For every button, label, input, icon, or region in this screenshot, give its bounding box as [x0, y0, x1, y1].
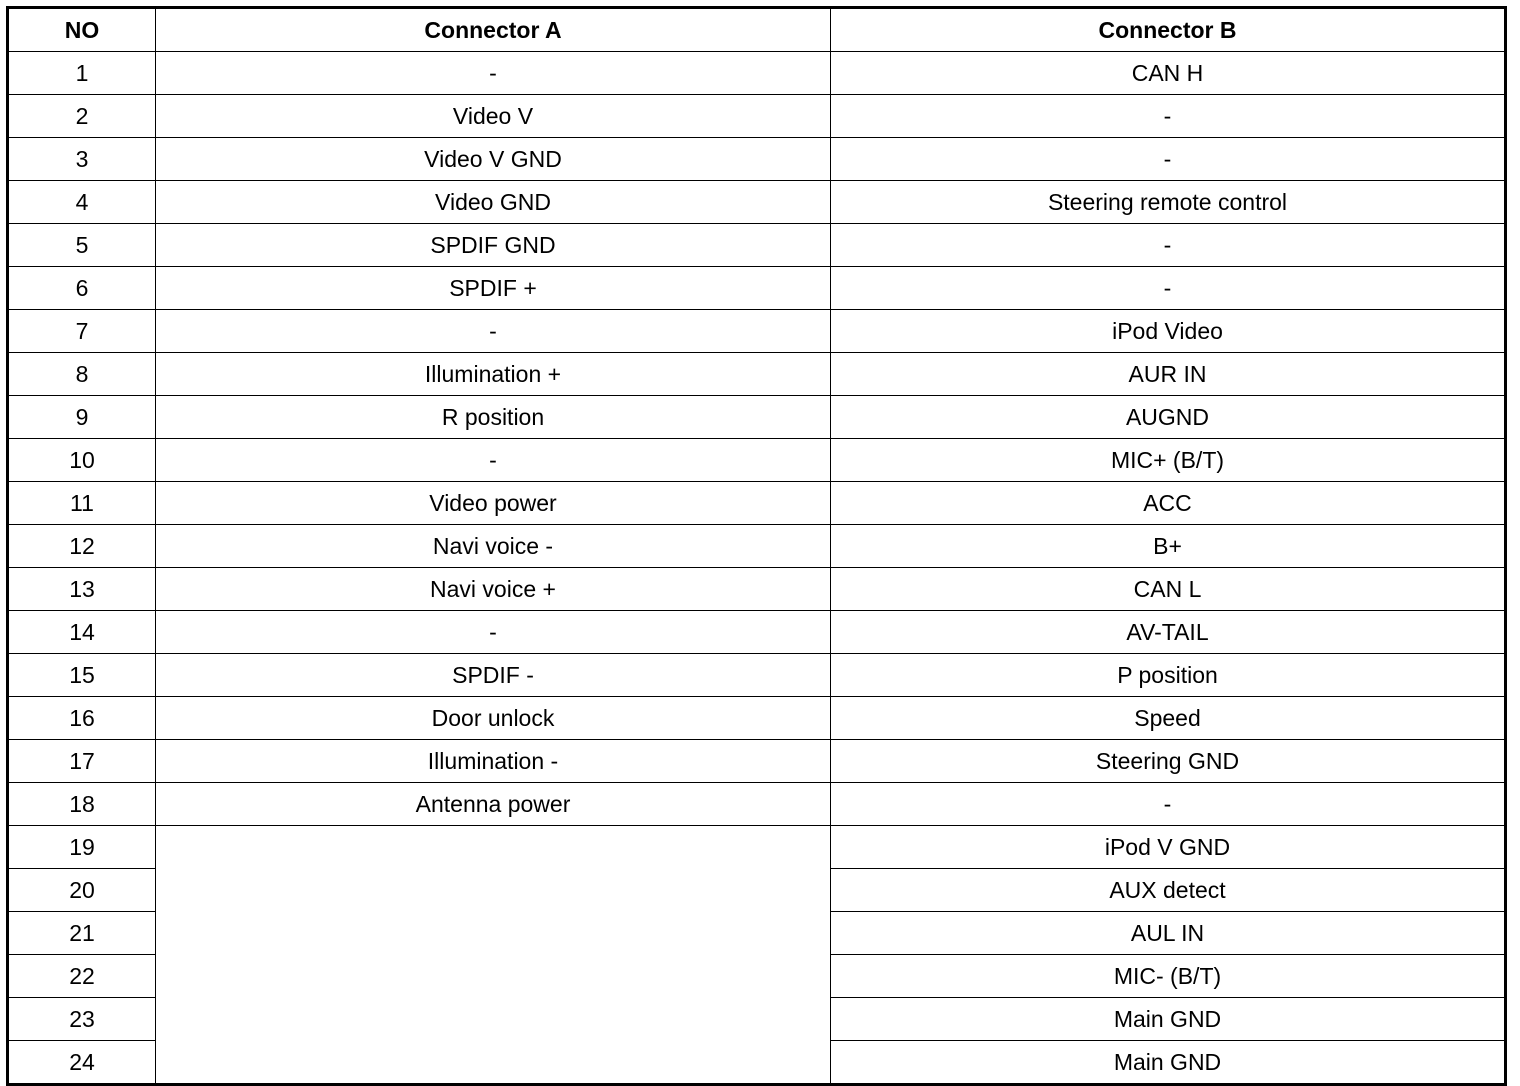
connector-b-cell: Main GND	[831, 1041, 1506, 1085]
pin-number-cell: 6	[8, 267, 156, 310]
table-row	[8, 654, 1506, 697]
connector-b-cell: AUR IN	[831, 353, 1506, 396]
header-connector-a: Connector A	[156, 8, 831, 52]
connector-b-cell: MIC- (B/T)	[831, 955, 1506, 998]
pin-number-cell: 13	[8, 568, 156, 611]
connector-b-cell: AUGND	[831, 396, 1506, 439]
connector-b-cell: iPod Video	[831, 310, 1506, 353]
connector-a-cell: SPDIF +	[156, 267, 831, 310]
pin-number-cell: 9	[8, 396, 156, 439]
pin-number-cell: 4	[8, 181, 156, 224]
table-row	[8, 138, 1506, 181]
pin-number-cell: 2	[8, 95, 156, 138]
connector-b-cell: -	[831, 783, 1506, 826]
connector-b-cell: CAN L	[831, 568, 1506, 611]
connector-a-cell: Illumination +	[156, 353, 831, 396]
header-no: NO	[8, 8, 156, 52]
connector-b-cell: CAN H	[831, 52, 1506, 95]
table-row	[8, 482, 1506, 525]
pin-number-cell: 15	[8, 654, 156, 697]
pin-number-cell: 12	[8, 525, 156, 568]
pin-number-cell: 3	[8, 138, 156, 181]
connector-a-cell: Door unlock	[156, 697, 831, 740]
connector-b-cell: AUL IN	[831, 912, 1506, 955]
table-row	[8, 439, 1506, 482]
connector-a-cell: Navi voice -	[156, 525, 831, 568]
connector-b-cell: AUX detect	[831, 869, 1506, 912]
table-row	[8, 52, 1506, 95]
connector-a-cell: -	[156, 52, 831, 95]
connector-b-cell: P position	[831, 654, 1506, 697]
table-row	[8, 224, 1506, 267]
header-row	[8, 8, 1506, 52]
table-row	[8, 95, 1506, 138]
connector-b-cell: B+	[831, 525, 1506, 568]
table-row	[8, 783, 1506, 826]
table-row	[8, 568, 1506, 611]
table-row	[8, 525, 1506, 568]
pin-number-cell: 19	[8, 826, 156, 869]
pin-number-cell: 21	[8, 912, 156, 955]
header-connector-b: Connector B	[831, 8, 1506, 52]
connector-a-empty-block	[156, 826, 831, 1085]
connector-a-cell: R position	[156, 396, 831, 439]
connector-a-cell: -	[156, 310, 831, 353]
table-row	[8, 826, 1506, 869]
pin-number-cell: 22	[8, 955, 156, 998]
connector-a-cell: Video power	[156, 482, 831, 525]
pin-number-cell: 20	[8, 869, 156, 912]
connector-b-cell: AV-TAIL	[831, 611, 1506, 654]
pin-number-cell: 5	[8, 224, 156, 267]
connector-a-cell: SPDIF -	[156, 654, 831, 697]
pin-number-cell: 16	[8, 697, 156, 740]
table-row	[8, 353, 1506, 396]
connector-b-cell: Main GND	[831, 998, 1506, 1041]
connector-b-cell: -	[831, 224, 1506, 267]
connector-a-cell: -	[156, 611, 831, 654]
connector-a-cell: SPDIF GND	[156, 224, 831, 267]
connector-a-cell: Antenna power	[156, 783, 831, 826]
pin-number-cell: 18	[8, 783, 156, 826]
connector-b-cell: -	[831, 138, 1506, 181]
table-row	[8, 697, 1506, 740]
pin-number-cell: 24	[8, 1041, 156, 1085]
connector-b-cell: ACC	[831, 482, 1506, 525]
connector-b-cell: Steering remote control	[831, 181, 1506, 224]
table-row	[8, 267, 1506, 310]
connector-b-cell: iPod V GND	[831, 826, 1506, 869]
table-row	[8, 611, 1506, 654]
table-row	[8, 181, 1506, 224]
connector-a-cell: Illumination -	[156, 740, 831, 783]
connector-b-cell: -	[831, 95, 1506, 138]
connector-pinout-table	[6, 6, 1507, 1086]
connector-a-cell: Video GND	[156, 181, 831, 224]
connector-a-cell: Video V GND	[156, 138, 831, 181]
pin-number-cell: 1	[8, 52, 156, 95]
connector-a-cell: Navi voice +	[156, 568, 831, 611]
connector-a-cell: -	[156, 439, 831, 482]
table-body	[8, 52, 1506, 1085]
pin-number-cell: 14	[8, 611, 156, 654]
pin-number-cell: 10	[8, 439, 156, 482]
pin-number-cell: 11	[8, 482, 156, 525]
table-row	[8, 396, 1506, 439]
pin-number-cell: 17	[8, 740, 156, 783]
connector-b-cell: Steering GND	[831, 740, 1506, 783]
connector-a-cell: Video V	[156, 95, 831, 138]
connector-b-cell: MIC+ (B/T)	[831, 439, 1506, 482]
pin-number-cell: 7	[8, 310, 156, 353]
table-row	[8, 740, 1506, 783]
connector-b-cell: -	[831, 267, 1506, 310]
table-row	[8, 310, 1506, 353]
pin-number-cell: 8	[8, 353, 156, 396]
pin-number-cell: 23	[8, 998, 156, 1041]
connector-b-cell: Speed	[831, 697, 1506, 740]
